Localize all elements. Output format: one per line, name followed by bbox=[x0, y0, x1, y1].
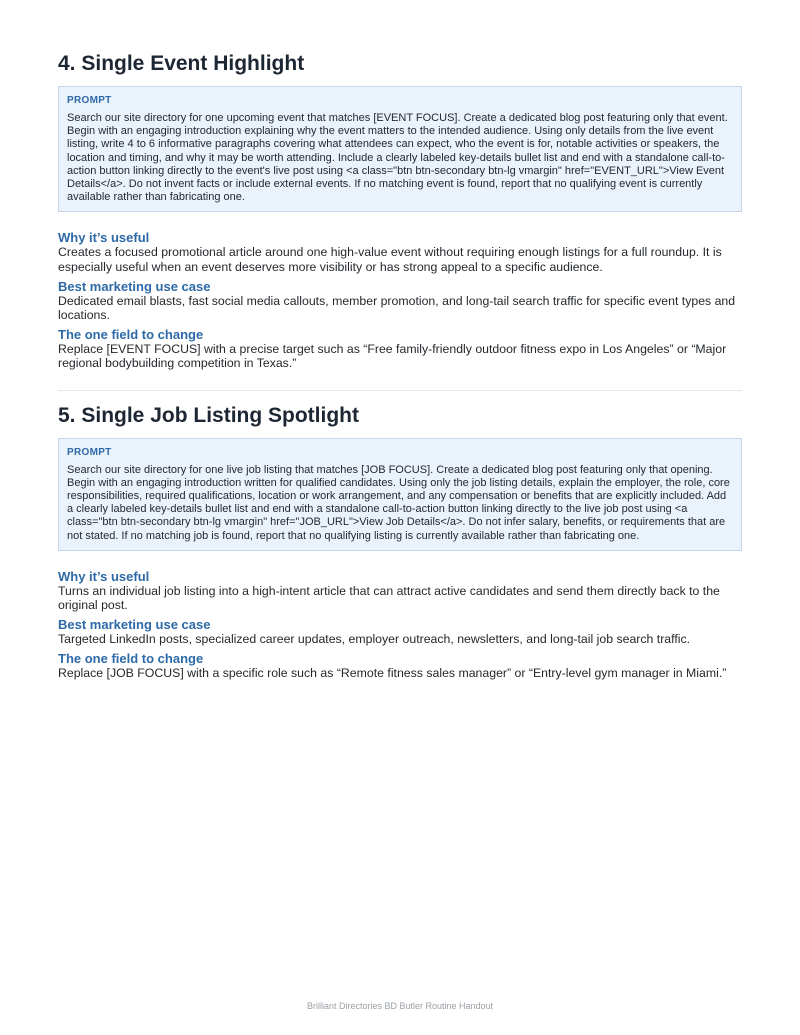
section-title: 5. Single Job Listing Spotlight bbox=[58, 403, 359, 427]
why-useful-heading: Why it’s useful bbox=[58, 230, 150, 246]
prompt-text: Search our site directory for one upcoming event that matches [EVENT FOCUS]. Create a dedicated blog post featuring only that event. Begin with an engaging introduction explaining why the event matters to the intended audience. Using only details from the live event listing, write 4 to 6 informative paragraphs covering what attendees can expect, who the event is for, notable activities or speakers, the location and timing, and why it may be worth attending. Include a clearly labeled key-details bullet list and end with a standalone call-to-action button linking directly to the event's live post using <a class="btn btn-secondary btn-lg vmargin" href="EVENT_URL">View Event Details</a>. Do not invent facts or include external events. If no matching event is found, report that no qualifying event is currently available rather than fabricating one. bbox=[67, 112, 728, 204]
section-single-event bbox=[58, 50, 742, 371]
section-single-job bbox=[58, 402, 742, 681]
content-column bbox=[58, 50, 742, 681]
page-footer: Brilliant Directories BD Butler Routine Handout bbox=[306, 1001, 494, 1011]
marketing-use-text: Targeted LinkedIn posts, specialized career updates, employer outreach, newsletters, and long-tail job search traffic. bbox=[58, 632, 691, 647]
prompt-box bbox=[58, 86, 742, 212]
section-divider bbox=[58, 390, 742, 391]
why-useful-text: Creates a focused promotional article around one high-value event without requiring enough listings for a full roundup. It is especially useful when an event deserves more visibility or has strong appeal to a specific audience. bbox=[58, 245, 722, 274]
prompt-text: Search our site directory for one live job listing that matches [JOB FOCUS]. Create a dedicated blog post featuring only that opening. Begin with an engaging introduction written for qualified candidates. Using only the job listing details, explain the employer, the role, core responsibilities, required qualifications, location or work arrangement, and any compensation or benefits that are explicitly included. Add a clearly labeled key-details bullet list and end with a standalone call-to-action button linking directly to the live job post using <a class="btn btn-secondary btn-lg vmargin" href="JOB_URL">View Job Details</a>. Do not infer salary, benefits, or requirements that are not stated. If no matching job is found, report that no qualifying listing is currently available rather than fabricating one. bbox=[67, 463, 730, 542]
why-useful-heading: Why it’s useful bbox=[58, 568, 150, 584]
field-to-change-heading: The one field to change bbox=[58, 327, 204, 343]
marketing-use-heading: Best marketing use case bbox=[58, 617, 211, 633]
field-to-change-text: Replace [EVENT FOCUS] with a precise target such as “Free family-friendly outdoor fitness expo in Los Angeles” or “Major regional bodybuilding competition in Texas.” bbox=[58, 342, 727, 371]
section-title: 4. Single Event Highlight bbox=[58, 52, 305, 75]
marketing-use-heading: Best marketing use case bbox=[58, 278, 211, 294]
field-to-change-text: Replace [JOB FOCUS] with a specific role such as “Remote fitness sales manager” or “Entry-level gym manager in Miami.” bbox=[58, 666, 727, 681]
field-to-change-heading: The one field to change bbox=[58, 651, 204, 667]
prompt-box bbox=[58, 438, 742, 551]
why-useful-text: Turns an individual job listing into a high-intent article that can attract active candidates and send them directly back to the original post. bbox=[58, 583, 720, 613]
marketing-use-text: Dedicated email blasts, fast social media callouts, member promotion, and long-tail search traffic for specific event types and locations. bbox=[58, 293, 736, 323]
prompt-label: PROMPT bbox=[67, 446, 112, 458]
prompt-label: PROMPT bbox=[67, 95, 112, 106]
